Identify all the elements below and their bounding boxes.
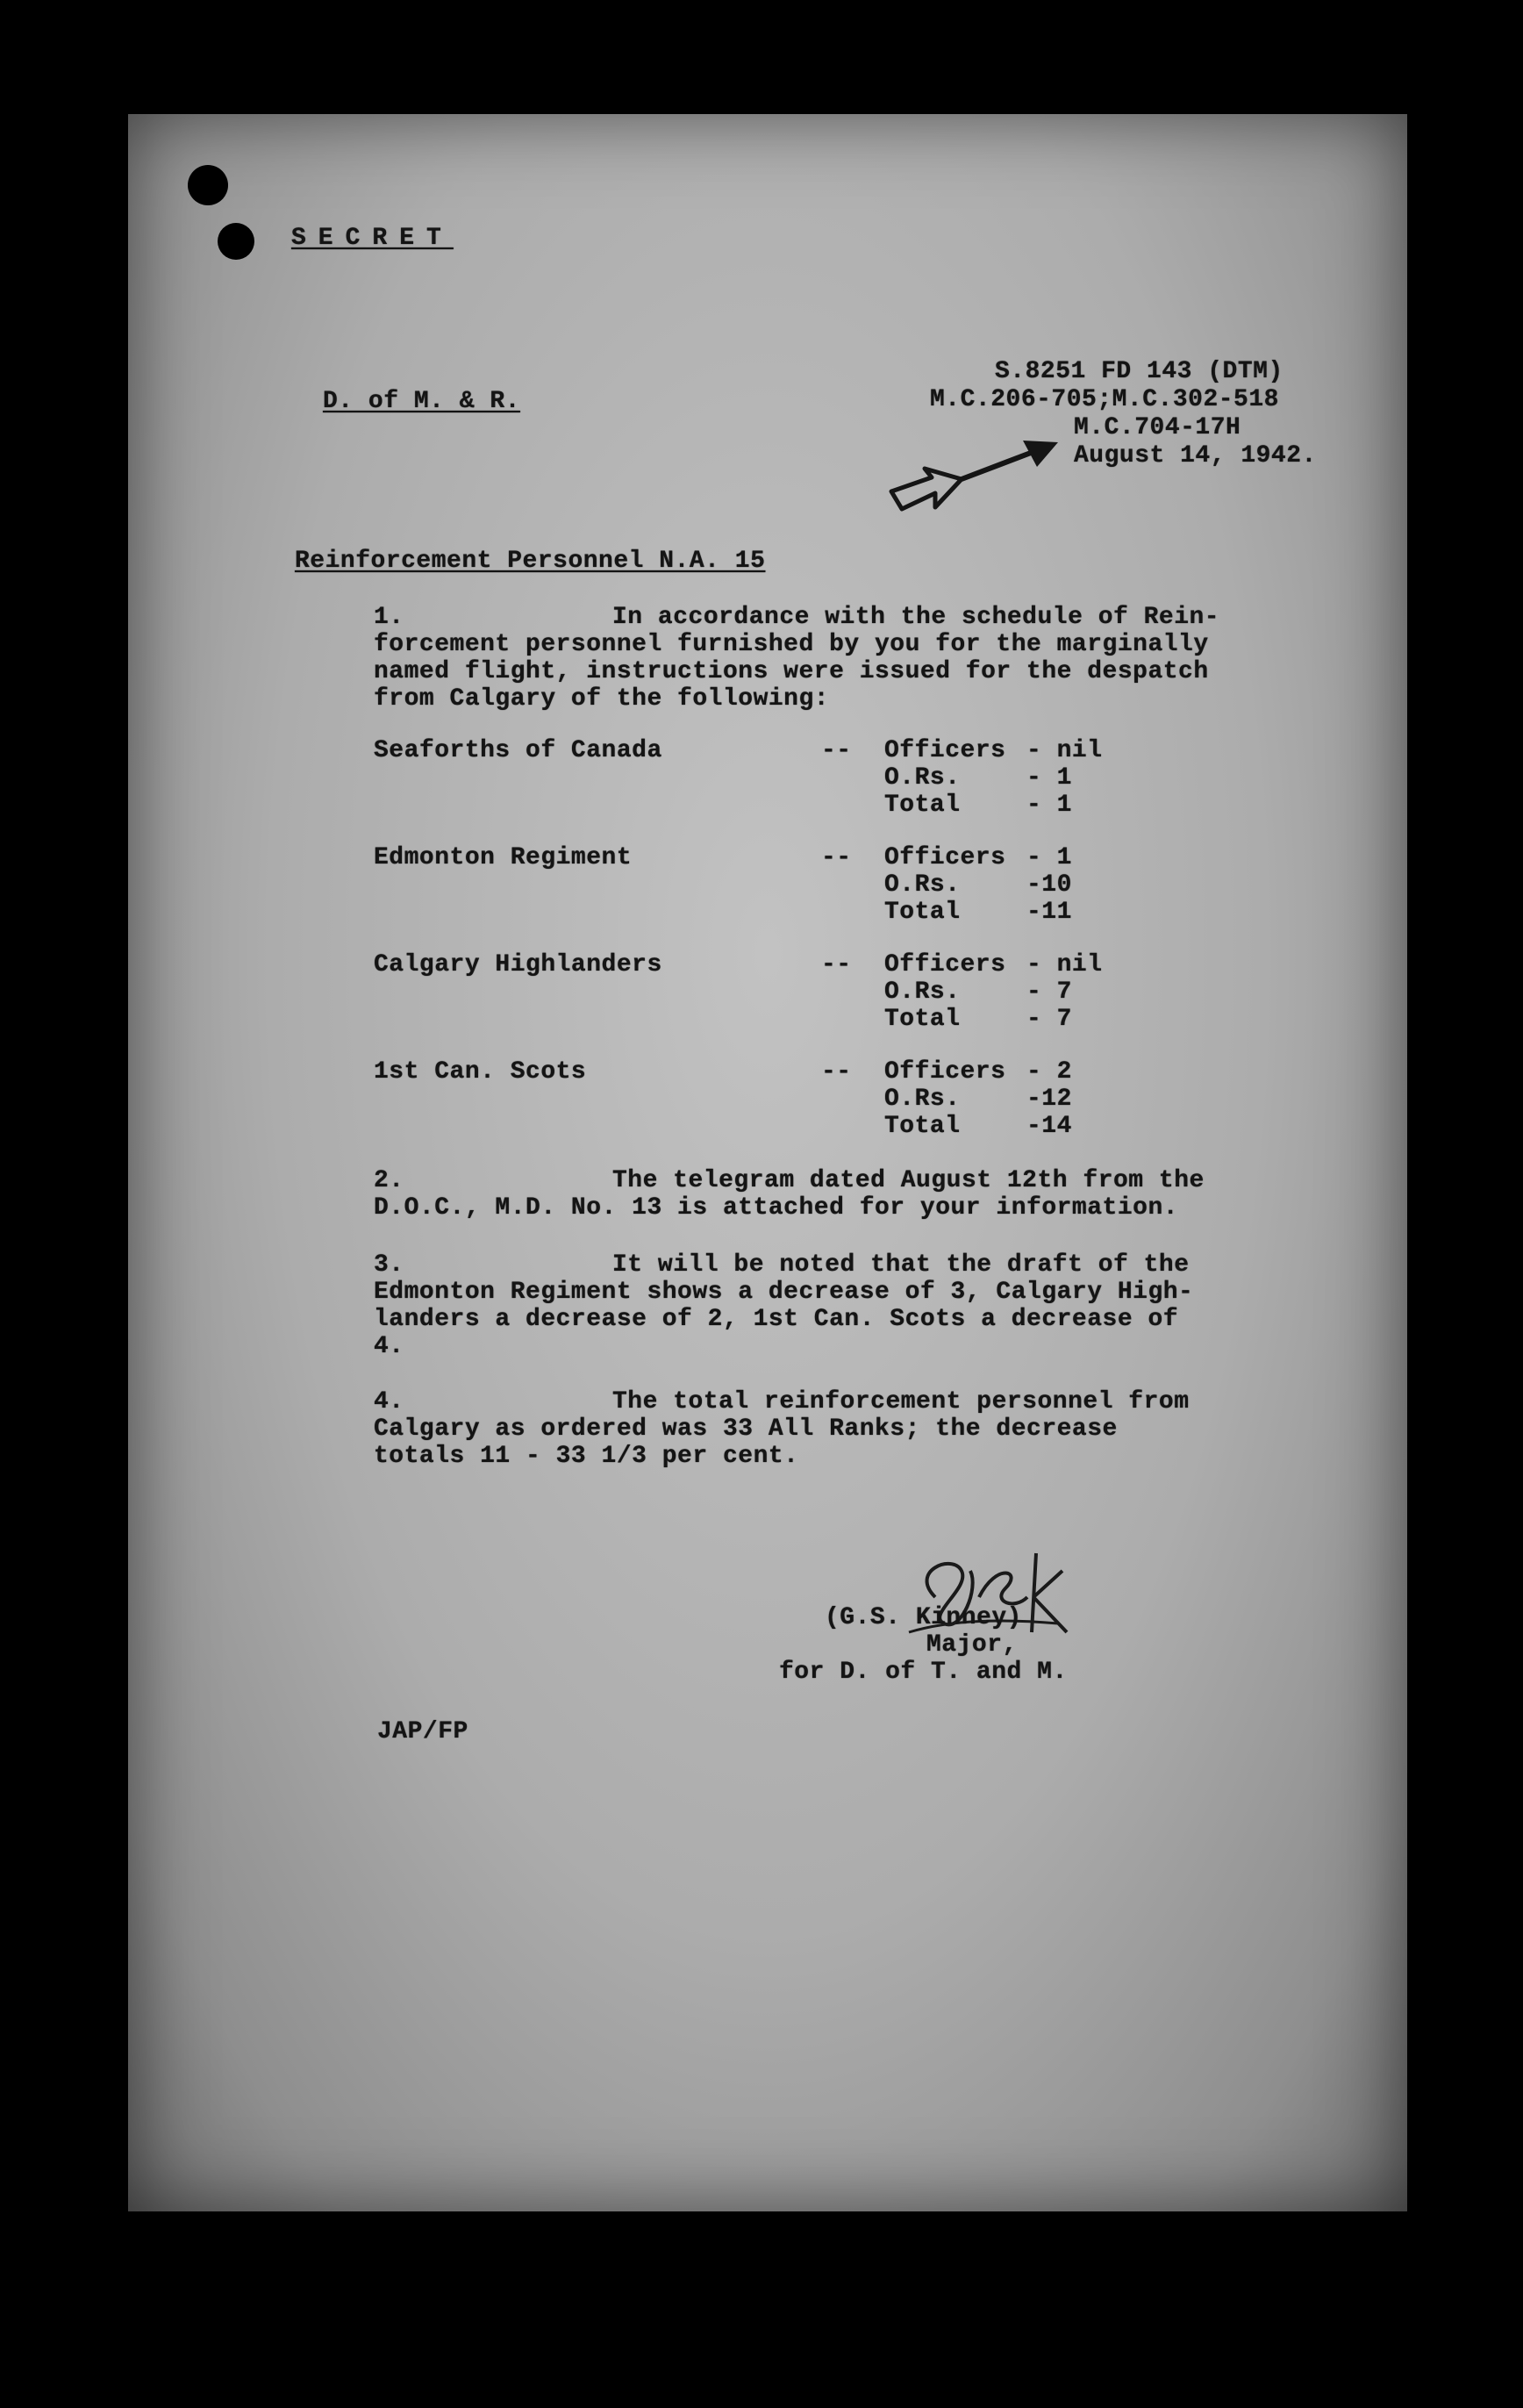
signatory-name: (G.S. Kinney) <box>825 1604 1022 1631</box>
officers-value: - 2 <box>1026 1058 1072 1086</box>
unit-dash: -- <box>821 951 852 978</box>
officers-value: - nil <box>1026 737 1103 764</box>
ors-label: O.Rs. <box>884 978 961 1006</box>
ors-label: O.Rs. <box>884 764 961 792</box>
officers-label: Officers <box>884 737 1006 764</box>
paragraph-1-line: forcement personnel furnished by you for the marginally <box>374 631 1209 658</box>
ors-value: -12 <box>1026 1086 1072 1113</box>
unit-name: Seaforths of Canada <box>374 737 662 764</box>
total-label: Total <box>884 792 961 819</box>
officers-label: Officers <box>884 844 1006 871</box>
signatory-rank: Major, <box>926 1631 1018 1659</box>
file-reference-1: S.8251 FD 143 (DTM) <box>995 358 1283 385</box>
paragraph-1-number: 1. <box>374 604 404 631</box>
document-page <box>128 114 1407 2211</box>
addressee: D. of M. & R. <box>323 388 520 415</box>
paragraph-3-line: landers a decrease of 2, 1st Can. Scots a decrease of <box>374 1306 1179 1333</box>
officers-value: - nil <box>1026 951 1103 978</box>
ors-label: O.Rs. <box>884 1086 961 1113</box>
classification-heading: SECRET <box>291 225 454 252</box>
unit-name: Calgary Highlanders <box>374 951 662 978</box>
paragraph-4-line: Calgary as ordered was 33 All Ranks; the decrease <box>374 1415 1118 1443</box>
paragraph-2-line: D.O.C., M.D. No. 13 is attached for your information. <box>374 1194 1179 1222</box>
paragraph-3-line: Edmonton Regiment shows a decrease of 3, Calgary High- <box>374 1279 1194 1306</box>
paragraph-3-line: 4. <box>374 1333 404 1360</box>
paragraph-1-line: from Calgary of the following: <box>374 685 830 713</box>
file-reference-2: M.C.206-705;M.C.302-518 <box>930 386 1279 413</box>
ors-label: O.Rs. <box>884 871 961 899</box>
letter-date: August 14, 1942. <box>1074 442 1317 469</box>
ors-value: -10 <box>1026 871 1072 899</box>
total-label: Total <box>884 899 961 926</box>
ors-value: - 1 <box>1026 764 1072 792</box>
punch-hole <box>188 165 228 205</box>
total-value: -11 <box>1026 899 1072 926</box>
officers-label: Officers <box>884 1058 1006 1086</box>
total-value: -14 <box>1026 1113 1072 1140</box>
paragraph-3-line: It will be noted that the draft of the <box>612 1251 1190 1279</box>
paragraph-2-line: The telegram dated August 12th from the <box>612 1167 1205 1194</box>
unit-dash: -- <box>821 1058 852 1086</box>
paragraph-4-line: totals 11 - 33 1/3 per cent. <box>374 1443 799 1470</box>
officers-value: - 1 <box>1026 844 1072 871</box>
punch-hole <box>218 223 254 260</box>
total-label: Total <box>884 1006 961 1033</box>
unit-dash: -- <box>821 737 852 764</box>
unit-name: 1st Can. Scots <box>374 1058 587 1086</box>
paragraph-4-number: 4. <box>374 1388 404 1415</box>
unit-name: Edmonton Regiment <box>374 844 633 871</box>
paragraph-4-line: The total reinforcement personnel from <box>612 1388 1190 1415</box>
ors-value: - 7 <box>1026 978 1072 1006</box>
paragraph-3-number: 3. <box>374 1251 404 1279</box>
file-reference-3: M.C.704-17H <box>1074 414 1241 441</box>
signatory-for: for D. of T. and M. <box>779 1659 1068 1686</box>
handwritten-arrow-mark <box>883 423 1076 520</box>
officers-label: Officers <box>884 951 1006 978</box>
reference-initials: JAP/FP <box>377 1718 468 1745</box>
total-value: - 1 <box>1026 792 1072 819</box>
paragraph-2-number: 2. <box>374 1167 404 1194</box>
paragraph-1-line: named flight, instructions were issued for the despatch <box>374 658 1209 685</box>
total-label: Total <box>884 1113 961 1140</box>
unit-dash: -- <box>821 844 852 871</box>
paragraph-1-line: In accordance with the schedule of Rein- <box>612 604 1220 631</box>
total-value: - 7 <box>1026 1006 1072 1033</box>
subject-line: Reinforcement Personnel N.A. 15 <box>295 548 766 575</box>
